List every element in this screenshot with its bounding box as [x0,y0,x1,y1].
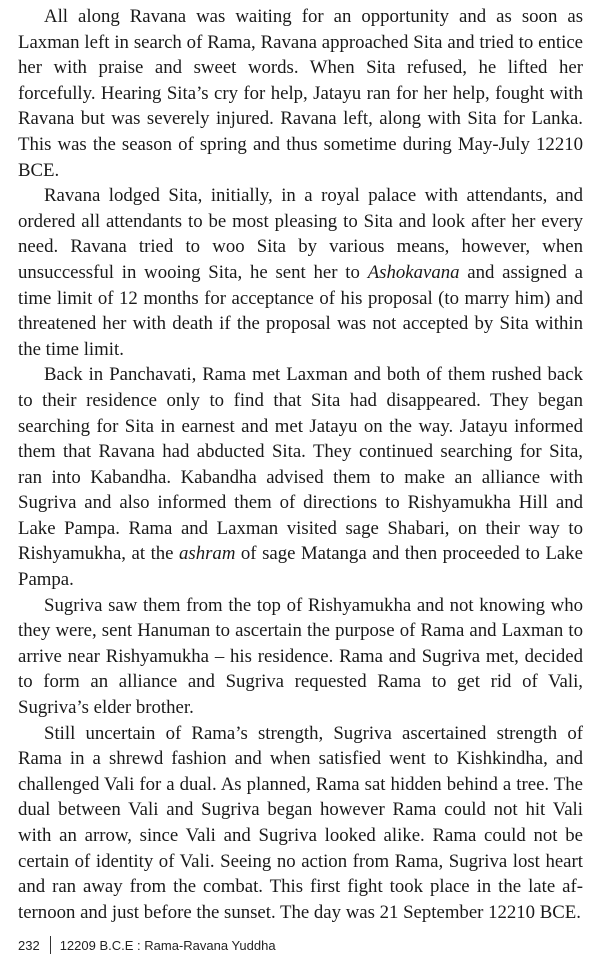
paragraph-2 [18,183,583,362]
paragraph-4 [18,593,583,721]
paragraph-2-text-b: and assigned a time limit of 12 months for acceptance of his proposal (to marry him) and threatened her with death if the proposal was not accepted by Sita within the time limit. [18,261,583,360]
paragraph-5 [18,721,583,926]
ashram-term: ashram [179,543,236,565]
paragraph-3 [18,362,583,592]
body-text [18,4,583,925]
paragraph-4-text: Sugriva saw them from the top of Rishyamukha and not knowing who they were, sent Hanuman to ascertain the purpose of Rama and Laxman to arrive near Rishyamukha – his residence. Rama and Sugriva met, decided to form an alliance and Sugriva requested Rama to get rid of Vali, Sugriva’s elder brother. [18,594,583,719]
page-number: 232 [18,937,40,953]
paragraph-1-text: All along Ravana was waiting for an opportunity and as soon as Laxman left in search of Rama, Ravana approached Sita and tried to entice her with praise and sweet words. When Sita refused, he lifted her forcefully. Hearing Sita’s cry for help, Jatayu ran for her help, fought with Ravana but was severely injured. Ravana left, along with Sita for Lanka. This was the season of spring and thus sometime during May-July 12210 BCE. [18,6,583,181]
footer-divider [50,936,51,954]
paragraph-3-text-b: of sage Matanga and then proceeded to Lake Pampa. [18,543,583,591]
running-title: 12209 B.C.E : Rama-Ravana Yuddha [59,937,276,953]
paragraph-1 [18,4,583,183]
paragraph-3-text-a: Back in Panchavati, Rama met Laxman and both of them rushed back to their residence only to find that Sita had disappeared. They began searching for Sita in earnest and met Jatayu on the way. Jatayu informed them that Ravana had abducted Sita. They continued searching for Sita, ran into Kabandha. Kabandha advised them to make an alliance with Sugriva and also informed them of directions to Rishyamukha Hill and Lake Pampa. Rama and Laxman visited sage Shabari, on their way to Rishyamukha, at the [18,364,583,565]
paragraph-5-text: Still uncertain of Rama’s strength, Sugriva ascertained strength of Rama in a shrewd fashion and when satisfied went to Kishkindha, and challenged Vali for a dual. As planned, Rama sat hidden behind a tree. The dual between Vali and Sugriva began however Rama could not hit Vali with an arrow, since Vali and Sugriva looked alike. Rama could not be certain of identity of Vali. Seeing no action from Rama, Sugriva lost heart and ran away from the combat. This first fight took place in the late afternoon and just before the sunset. The day was 21 September 12210 BCE. [18,722,583,923]
ashokavana-term: Ashokavana [367,261,460,283]
page-footer [18,936,276,954]
paragraph-2-text-a: Ravana lodged Sita, initially, in a royal palace with attendants, and ordered all attendants to be most pleasing to Sita and look after her every need. Ravana tried to woo Sita by various means, however, when unsuccessful in wooing Sita, he sent her to [18,185,583,283]
